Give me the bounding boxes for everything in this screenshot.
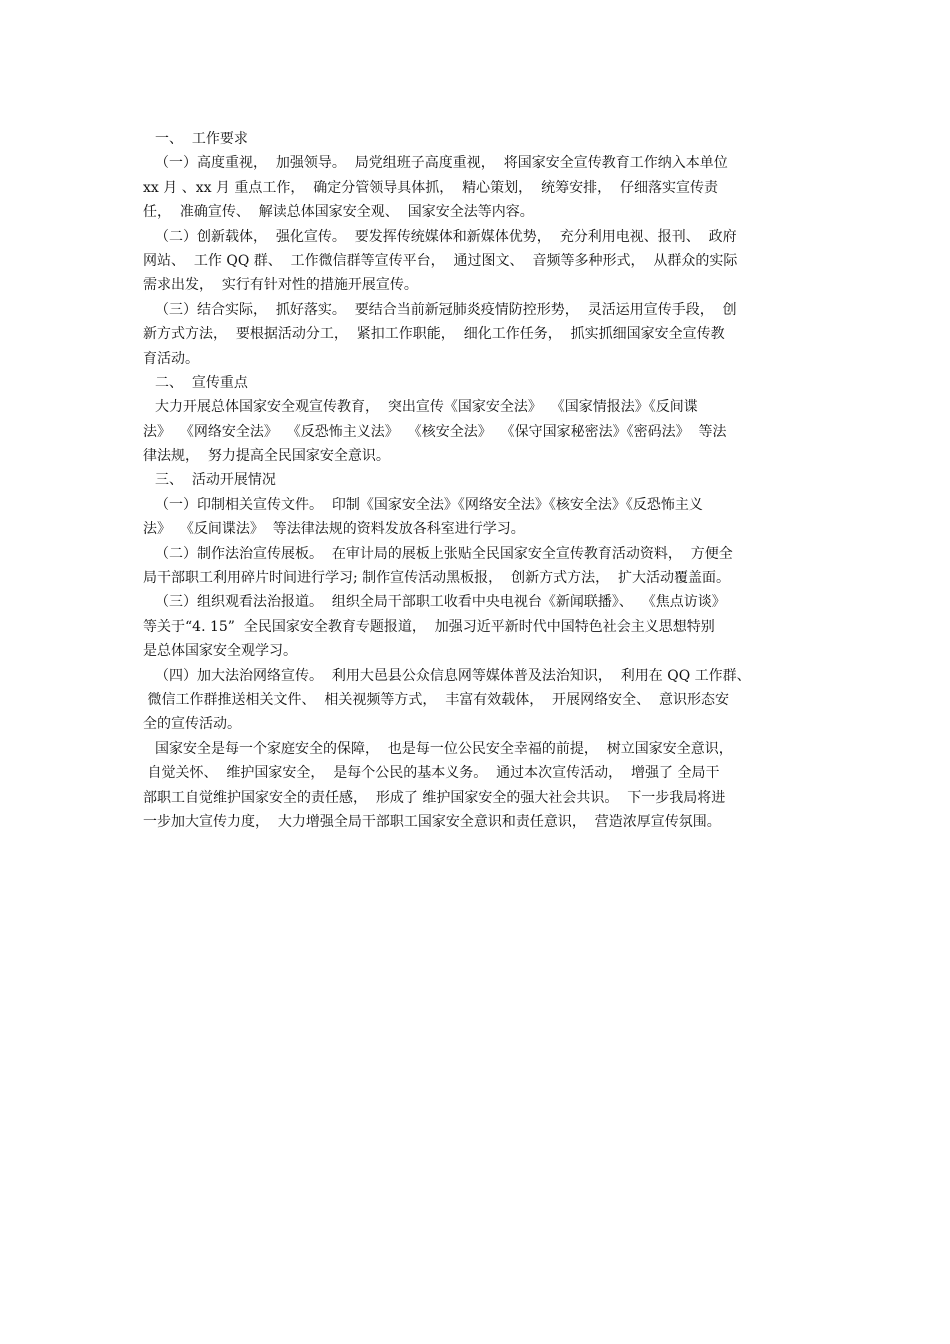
paragraph-line: 微信工作群推送相关文件、 相关视频等方式， 丰富有效载体， 开展网络安全、 意识形态安 — [143, 691, 730, 708]
document-body — [143, 127, 811, 834]
paragraph-line: 自觉关怀、 维护国家安全， 是每个公民的基本义务。 通过本次宣传活动， 增强了 全局干 — [143, 765, 720, 782]
paragraph-line: （四）加大法治网络宣传。 利用大邑县公众信息网等媒体普及法治知识， 利用在 QQ 工作群、 — [155, 667, 751, 684]
paragraph-line: 全的宣传活动。 — [143, 716, 241, 733]
paragraph-line: 任， 准确宣传、 解读总体国家安全观、 国家安全法等内容。 — [143, 204, 534, 221]
paragraph-line: 需求出发， 实行有针对性的措施开展宣传。 — [143, 277, 418, 294]
paragraph-line: （二）创新载体， 强化宣传。 要发挥传统媒体和新媒体优势， 充分利用电视、报刊、 政府 — [155, 228, 737, 245]
paragraph-line: （二）制作法治宣传展板。 在审计局的展板上张贴全民国家安全宣传教育活动资料， 方便全 — [155, 545, 733, 562]
paragraph-line: （一）高度重视， 加强领导。 局党组班子高度重视， 将国家安全宣传教育工作纳入本单位 — [155, 155, 728, 172]
section-heading: 二、 宣传重点 — [155, 374, 248, 391]
paragraph-line: 等关于“4. 15” 全民国家安全教育专题报道， 加强习近平新时代中国特色社会主义思想特别 — [143, 618, 715, 635]
paragraph-line: 国家安全是每一个家庭安全的保障， 也是每一位公民安全幸福的前提， 树立国家安全意识， — [155, 740, 733, 757]
section-heading: 一、 工作要求 — [155, 131, 248, 147]
section-heading: 三、 活动开展情况 — [155, 472, 276, 489]
paragraph-line: 一步加大宣传力度， 大力增强全局干部职工国家安全意识和责任意识， 营造浓厚宣传氛围。 — [143, 813, 721, 830]
paragraph-line: （三）组织观看法治报道。 组织全局干部职工收看中央电视台《新闻联播》、 《焦点访谈》 — [155, 594, 726, 611]
paragraph-line: 法》 《网络安全法》 《反恐怖主义法》 《核安全法》 《保守国家秘密法》《密码法》 等法 — [143, 423, 727, 440]
paragraph-line: 是总体国家安全观学习。 — [143, 643, 297, 660]
paragraph-line: （一）印制相关宣传文件。 印制《国家安全法》《网络安全法》《核安全法》《反恐怖主义 — [155, 496, 703, 513]
paragraph-line: 大力开展总体国家安全观宣传教育， 突出宣传《国家安全法》 《国家情报法》《反间谍 — [155, 399, 698, 416]
paragraph-line: xx 月 、xx 月 重点工作， 确定分管领导具体抓， 精心策划， 统筹安排， 仔细落实宣传责 — [143, 179, 718, 196]
paragraph-line: 新方式方法， 要根据活动分工， 紧扣工作职能， 细化工作任务， 抓实抓细国家安全宣传教 — [143, 326, 725, 343]
paragraph-line: 局干部职工利用碎片时间进行学习; 制作宣传活动黑板报， 创新方式方法， 扩大活动覆盖面。 — [143, 570, 730, 587]
paragraph-line: 法》 《反间谍法》 等法律法规的资料发放各科室进行学习。 — [143, 521, 525, 538]
paragraph-line: 律法规， 努力提高全民国家安全意识。 — [143, 448, 390, 465]
paragraph-line: 育活动。 — [143, 350, 199, 367]
paragraph-line: （三）结合实际， 抓好落实。 要结合当前新冠肺炎疫情防控形势， 灵活运用宣传手段， 创 — [155, 301, 737, 318]
paragraph-line: 网站、 工作 QQ 群、 工作微信群等宣传平台， 通过图文、 音频等多种形式， 从群众的实际 — [143, 252, 738, 269]
paragraph-line: 部职工自觉维护国家安全的责任感， 形成了 维护国家安全的强大社会共识。 下一步我局将进 — [143, 789, 726, 806]
